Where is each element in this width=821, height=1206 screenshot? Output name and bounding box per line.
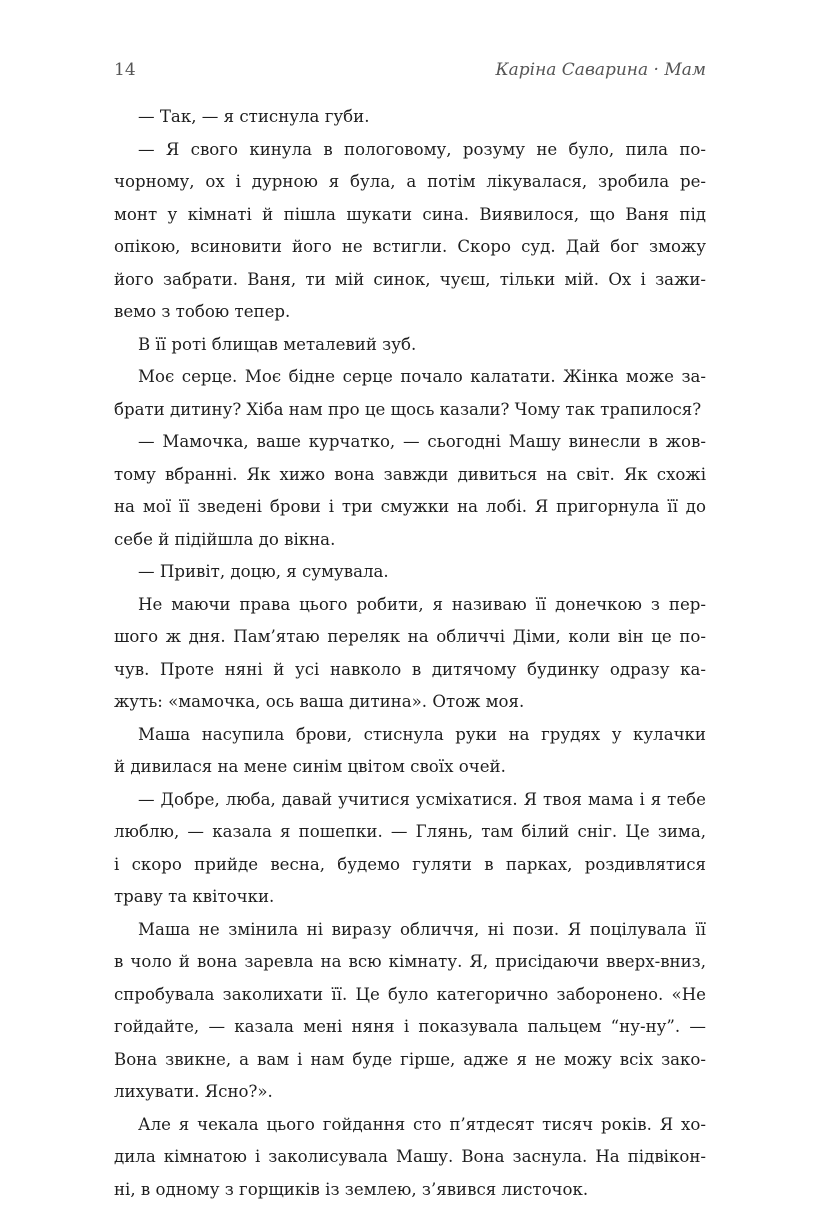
text-line: лихувати. Ясно?». (114, 1076, 706, 1109)
text-line: брати дитину? Хіба нам про це щось казали? Чому так трапилося? (114, 394, 706, 427)
text-line: на мої її зведені брови і три смужки на лобі. Я пригорнула її до (114, 491, 706, 524)
text-line: дила кімнатою і заколисувала Машу. Вона заснула. На підвікон- (114, 1141, 706, 1174)
text-line: його забрати. Ваня, ти мій синок, чуєш, тільки мій. Ох і зажи- (114, 264, 706, 297)
page-header (114, 60, 706, 90)
text-line: Маша не змінила ні виразу обличчя, ні пози. Я поцілувала її (114, 914, 706, 947)
text-line: жуть: «мамочка, ось ваша дитина». Отож моя. (114, 686, 706, 719)
text-line: вемо з тобою тепер. (114, 296, 706, 329)
text-line: — Я свого кинула в пологовому, розуму не було, пила по- (114, 134, 706, 167)
text-line: себе й підійшла до вікна. (114, 524, 706, 557)
text-line: чорному, ох і дурною я була, а потім лікувалася, зробила ре- (114, 166, 706, 199)
text-line: Не маючи права цього робити, я називаю її донечкою з пер- (114, 589, 706, 622)
text-line: ні, в одному з горщиків із землею, з’явився листочок. (114, 1174, 706, 1206)
running-head: Каріна Саварина · Мам (495, 60, 706, 80)
text-line: і скоро прийде весна, будемо гуляти в парках, роздивлятися (114, 849, 706, 882)
text-line: тому вбранні. Як хижо вона завжди дивиться на світ. Як схожі (114, 459, 706, 492)
text-line: — Так, — я стиснула губи. (114, 101, 706, 134)
text-line: в чоло й вона заревла на всю кімнату. Я, присідаючи вверх-вниз, (114, 946, 706, 979)
text-line: траву та квіточки. (114, 881, 706, 914)
text-line: В її роті блищав металевий зуб. (114, 329, 706, 362)
text-line: Вона звикне, а вам і нам буде гірше, адже я не можу всіх зако- (114, 1044, 706, 1077)
text-line: — Мамочка, ваше курчатко, — сьогодні Машу винесли в жов- (114, 426, 706, 459)
text-line: Але я чекала цього гойдання сто п’ятдесят тисяч років. Я хо- (114, 1109, 706, 1142)
text-line: Моє серце. Моє бідне серце почало калатати. Жінка може за- (114, 361, 706, 394)
text-line: спробувала заколихати її. Це було категорично заборонено. «Не (114, 979, 706, 1012)
page-number: 14 (114, 60, 136, 80)
text-line: й дивилася на мене синім цвітом своїх очей. (114, 751, 706, 784)
text-line: Маша насупила брови, стиснула руки на грудях у кулачки (114, 719, 706, 752)
body-text (114, 101, 706, 1206)
text-line: люблю, — казала я пошепки. — Глянь, там білий сніг. Це зима, (114, 816, 706, 849)
text-line: — Привіт, доцю, я сумувала. (114, 556, 706, 589)
text-line: чув. Проте няні й усі навколо в дитячому будинку одразу ка- (114, 654, 706, 687)
text-line: шого ж дня. Пам’ятаю переляк на обличчі Діми, коли він це по- (114, 621, 706, 654)
text-line: — Добре, люба, давай учитися усміхатися. Я твоя мама і я тебе (114, 784, 706, 817)
text-line: гойдайте, — казала мені няня і показувала пальцем “ну-ну”. — (114, 1011, 706, 1044)
text-line: опікою, всиновити його не встигли. Скоро суд. Дай бог зможу (114, 231, 706, 264)
text-line: монт у кімнаті й пішла шукати сина. Виявилося, що Ваня під (114, 199, 706, 232)
